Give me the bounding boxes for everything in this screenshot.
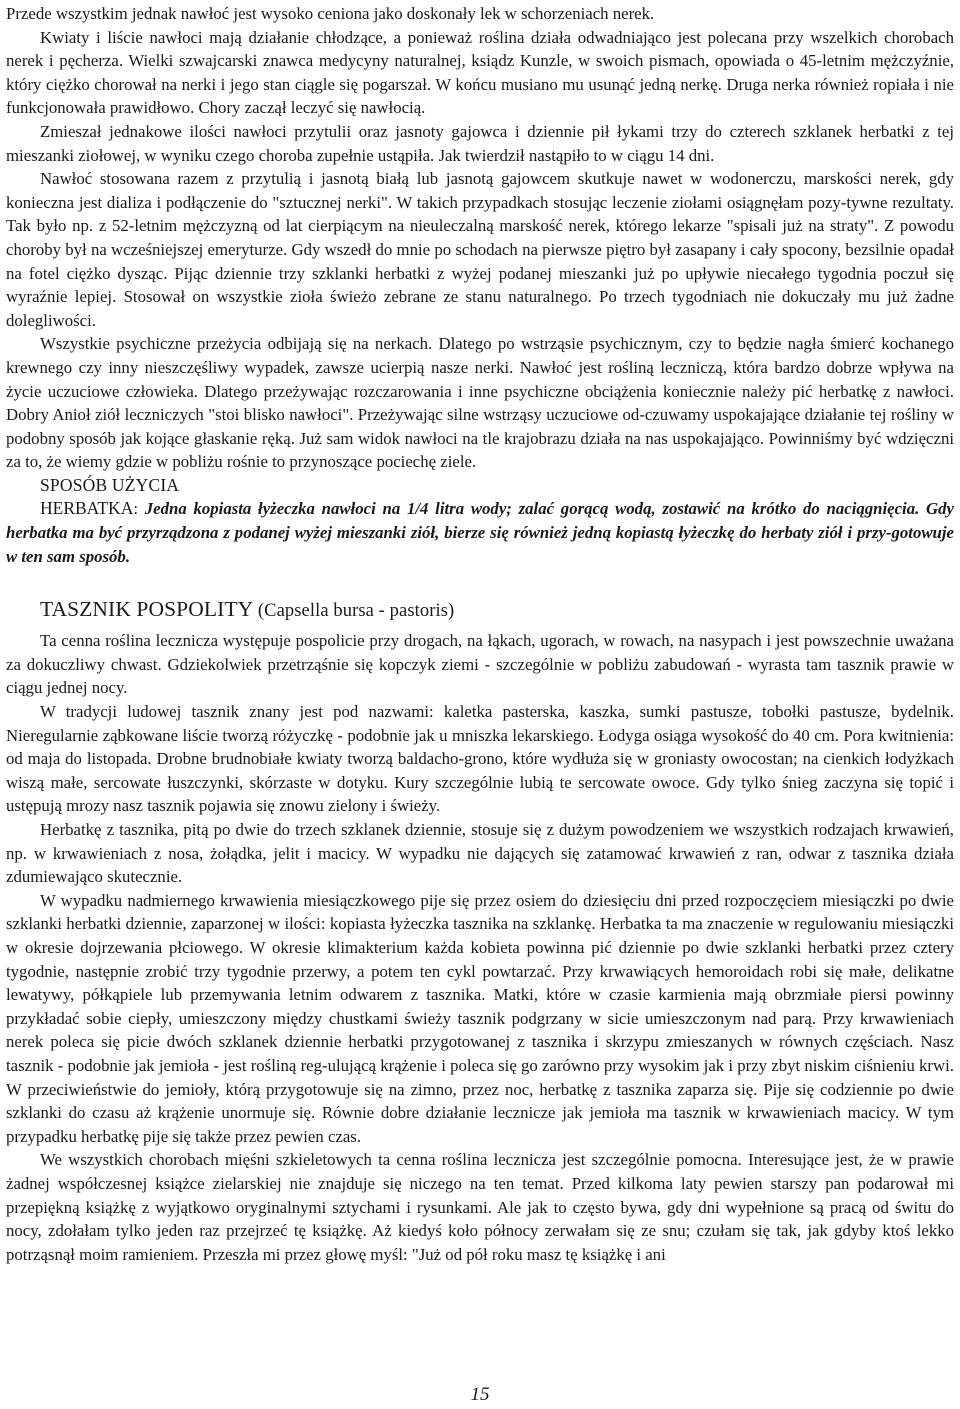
paragraph-tasznik-menstruation: W wypadku nadmiernego krwawienia miesiączkowego pije się przez osiem do dziesięciu dni przed rozpoczęciem miesiączki po dwie szklanki herbatki dziennie, zaparzonej w ilości: kopiasta łyżeczka tasznika na szklankę. Herbatka ta ma znaczenie w regulowaniu miesiączki w okresie dojrzewania płciowego. W okresie klimakterium każda kobieta powinna pić dziennie po dwie szklanki herbatki przez cztery tygodnie, następnie zrobić trzy tygodnie przerwy, a potem ten cykl powtarzać. Przy krwawiących hemoroidach robi się małe, delikatne lewatywy, półkąpiele lub przemywania letnim odwarem z tasznika. Matki, które w czasie karmienia mają obrzmiałe piersi powinny przykładać sobie ciepły, umieszczony między chustkami świeży tasznik podgrzany w sicie umieszczonym nad parą. Przy krwawieniach nerek poleca się picie dwóch szklanek dziennie herbatki przygotowanej z tasznika i skrzypu zmieszanych w równych częściach. Nasz tasznik - podobnie jak jemioła - jest rośliną reg-ulującą krążenie i poleca się go zarówno przy wysokim jak i przy zbyt niskim ciśnieniu krwi. W przeciwieństwie do jemioły, którą przygotowuje się na zimno, przez noc, herbatkę z tasznika zaparza się. Pije się codziennie po dwie szklanki do czasu aż krążenie unormuje się. Równie dobre działanie lecznicze jak jemioła ma tasznik w krwawieniach macicy. W tym przypadku herbatkę pije się także przez pewien czas.: [6, 890, 954, 1146]
page-number: 15: [470, 1384, 490, 1405]
paragraph-tasznik-bleeding: Herbatkę z tasznika, pitą po dwie do trzech szklanek dziennie, stosuje się z dużym powodzeniem we wszystkich rodzajach krwawień, np. w krwawieniach z nosa, żołądka, jelit i macicy. W wypadku nie dających się zatamować krwawień z ran, odwar z tasznika działa zdumiewająco skutecznie.: [6, 820, 954, 887]
paragraph-psychic: Wszystkie psychiczne przeżycia odbijają się na nerkach. Dlatego po wstrząsie psychicznym, czy to będzie nagła śmierć kochanego krewnego czy inny nieszczęśliwy wypadek, zawsze ucierpią nasze nerki. Nawłoć jest rośliną leczniczą, która bardzo dobrze wpływa na życie uczuciowe człowieka. Dlatego przeżywając rozczarowania i inne psychiczne obciążenia koniecznie należy pić herbatkę z nawłoci. Dobry Anioł ziół leczniczych "stoi blisko nawłoci". Przeżywając silne wstrząsy uczuciowe od-czuwamy uspokajające działanie tej rośliny w podobny sposób jak kojące głaskanie ręką. Już sam widok nawłoci na tle krajobrazu działa na nas uspokajająco. Powinniśmy być wdzięczni za to, że wiemy gdzie w pobliżu rośnie to przynoszące pociechę ziele.: [6, 334, 954, 472]
section-title: [40, 595, 954, 625]
paragraph-tasznik-intro: Ta cenna roślina lecznicza występuje pospolicie przy drogach, na łąkach, ugorach, w rowach, na nasypach i jest powszechnie uważana za dokuczliwy chwast. Gdziekolwiek przetrząśnie się kopczyk ziemi - szczególnie w pobliżu zabudowań - wyrasta tam tasznik prawie w ciągu jednej nocy.: [6, 631, 954, 698]
section-title-main: TASZNIK POSPOLITY: [40, 597, 253, 622]
paragraph-intro: Przede wszystkim jednak nawłoć jest wysoko ceniona jako doskonały lek w schorzeniach nerek.: [6, 4, 655, 23]
paragraph-kunzle: Kwiaty i liście nawłoci mają działanie chłodzące, a ponieważ roślina działa odwadniająco jest polecana przy wszelkich chorobach nerek i pęcherza. Wielki szwajcarski znawca medycyny naturalnej, ksiądz Kunzle, w swoich pismach, opowiada o 45-letnim mężczyźnie, który ciężko chorował na nerki i jego stan ciągle się pogarszał. W końcu musiano mu usunąć jedną nerkę. Druga nerka również ropiała i nie funkcjonowała prawidłowo. Chory zaczął leczyć się nawłocią.: [6, 27, 954, 118]
paragraph-mixture: Zmieszał jednakowe ilości nawłoci przytulii oraz jasnoty gajowca i dziennie pił łykami trzy do czterech szklanek herbatki z tej mieszanki ziołowej, w wyniku czego choroba zupełnie ustąpiła. Jak twierdził nastąpiło to w ciągu 14 dni.: [6, 121, 954, 165]
paragraph-tasznik-names: W tradycji ludowej tasznik znany jest pod nazwami: kaletka pasterska, kaszka, sumki pastusze, tobołki pastusze, bydelnik. Nieregularnie ząbkowane liście tworzą różyczkę - podobnie jak u mniszka lekarskiego. Łodyga osiąga wysokość do 40 cm. Pora kwitnienia: od maja do listopada. Drobne brudnobiałe kwiaty tworzą baldacho-grono, które wydłuża się w groniasty owocostan; na cienkich łodyżkach wiszą małe, sercowate łuszczynki, skórzaste w dotyku. Kury szczególnie lubią te sercowate owoce. Gdy tylko śnieg zaczyna się topić i ustępują mrozy nasz tasznik pojawia się znowu zielony i świeży.: [6, 702, 954, 816]
paragraph-kidney-cases: Nawłoć stosowana razem z przytulią i jasnotą białą lub jasnotą gajowcem skutkuje nawet w wodonerczu, marskości nerek, gdy konieczna jest dializa i podłączenie do "sztucznej nerki". W takich przypadkach stosując leczenie ziołami osiągnęłam pozy-tywne rezultaty. Tak było np. z 52-letnim mężczyzną od lat cierpiącym na nieuleczalną marskość nerek, którego lekarze "spisali już na straty". Z powodu choroby był na wcześniejszej emeryturze. Gdy wszedł do mnie po schodach na pierwsze piętro był zasapany i cały spocony, bezsilnie opadał na fotel ciężko dysząc. Pijąc dziennie trzy szklanki herbatki z wyżej podanej mieszanki już po upływie niecałego tygodnia poczuł się wyraźnie lepiej. Stosował on wszystkie zioła świeżo zebrane ze stanu naturalnego. Po trzech tygodniach nie dokuczały mu już żadne dolegliwości.: [6, 169, 954, 330]
section-title-latin: (Capsella bursa - pastoris): [257, 601, 455, 622]
usage-label: HERBATKA: [40, 498, 134, 519]
paragraph-tasznik-muscles: We wszystkich chorobach mięśni szkieletowych ta cenna roślina lecznicza jest szczególnie pomocna. Interesujące jest, że w prawie żadnej współczesnej książce zielarskiej nie znajduje się niczego na ten temat. Przed kilkoma laty pewien starszy pan podarował mi przepiękną książkę z wyjątkowo oryginalnymi sztychami i rysunkami. Ale jak to często bywa, gdy dni wypełnione są pracą od świtu do nocy, zdołałam tylko jeden raz przejrzeć tę książkę. Aż kiedyś koło północy zerwałam się ze snu; czułam się tak, jak gdyby ktoś lekko potrząsnął moim ramieniem. Przeszła mi przez głowę myśl: "Już od pół roku masz tę książkę i ani: [6, 1150, 954, 1264]
usage-paragraph: [6, 497, 954, 568]
usage-heading: SPOSÓB UŻYCIA: [40, 474, 180, 495]
usage-text: Jedna kopiasta łyżeczka nawłoci na 1/4 litra wody; zalać gorącą wodą, zostawić na krótko do naciągnięcia. Gdy herbatka ma być przyrządzona z podanej wyżej mieszanki ziół, bierze się również jedną kopiastą łyżeczkę do herbaty ziół i przy-gotowuje w ten sam sposób.: [6, 499, 954, 566]
usage-colon: :: [133, 499, 139, 519]
